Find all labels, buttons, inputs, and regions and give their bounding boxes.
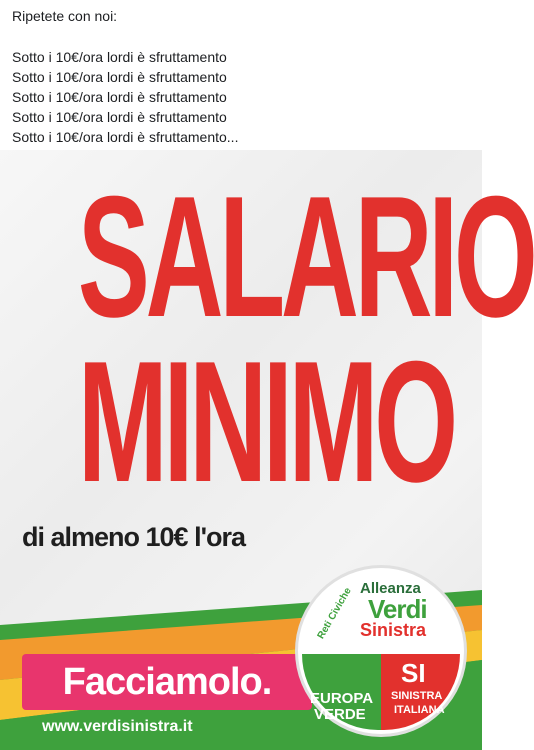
headline-salario: SALARIO [77,159,534,353]
post-line: Sotto i 10€/ora lordi è sfruttamento [12,49,227,65]
cta-banner [22,654,312,710]
logo-verdi: Verdi [368,594,427,624]
headline-minimo: MINIMO [77,324,454,518]
poster-image[interactable] [0,150,534,750]
subline: di almeno 10€ l'ora [22,522,246,552]
post-line: Sotto i 10€/ora lordi è sfruttamento [12,89,227,105]
logo-verde: VERDE [314,706,366,723]
post-line: Sotto i 10€/ora lordi è sfruttamento [12,109,227,125]
post-line: Sotto i 10€/ora lordi è sfruttamento... [12,129,239,145]
logo-europa: EUROPA [310,690,374,707]
avs-logo [298,568,464,734]
post-line: Sotto i 10€/ora lordi è sfruttamento [12,69,227,85]
cta-text: Facciamolo. [62,660,272,703]
post-intro: Ripetete con noi: [12,8,118,24]
logo-sinistra-it: SINISTRA [391,690,443,702]
logo-si-mark: SI [401,658,426,688]
logo-sinistra: Sinistra [360,620,427,640]
logo-italiana: ITALIANA [394,704,445,716]
post-lines [12,47,238,147]
website-url: www.verdisinistra.it [42,718,193,735]
logo-alleanza: Alleanza [360,580,421,597]
post-text [0,0,482,150]
logo-reti-civiche: Reti Civiche [315,585,354,642]
